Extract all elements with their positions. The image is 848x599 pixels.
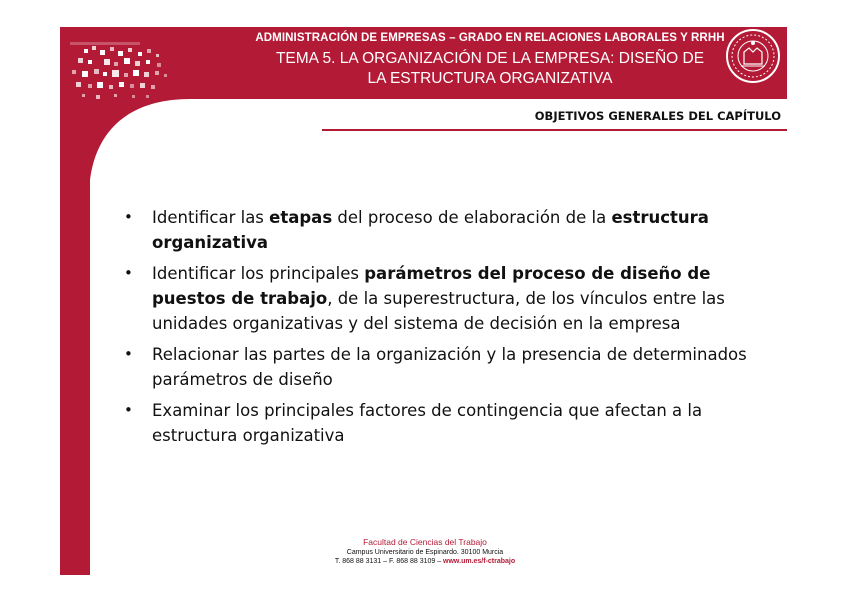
- objective-text: , de la superestructura, de los vínculos entre las unidades organizativas y del sistema de decisión en la empresa: [152, 289, 725, 333]
- footer-website-link[interactable]: www.um.es/f-ctrabajo: [443, 558, 516, 565]
- objective-item: [124, 398, 764, 448]
- objective-item: [124, 261, 764, 336]
- footer: [270, 537, 580, 566]
- objective-item: [124, 342, 764, 392]
- footer-faculty: Facultad de Ciencias del Trabajo: [363, 537, 487, 547]
- section-divider: [322, 129, 787, 131]
- header-program: ADMINISTRACIÓN DE EMPRESAS – GRADO EN RELACIONES LABORALES Y RRHH: [255, 32, 725, 44]
- objective-emphasis: parámetros del proceso de diseño de puestos de trabajo: [152, 264, 711, 308]
- objective-text: del proceso de elaboración de la: [332, 208, 612, 227]
- objective-text: Relacionar las partes de la organización y la presencia de determinados parámetros de diseño: [152, 345, 747, 389]
- section-title: OBJETIVOS GENERALES DEL CAPÍTULO: [534, 109, 781, 123]
- objective-text: Identificar las: [152, 208, 270, 227]
- objectives-list: [124, 205, 764, 454]
- objective-text: Examinar los principales factores de contingencia que afectan a la estructura organizativa: [152, 401, 703, 445]
- footer-contact: [270, 557, 580, 566]
- objective-item: [124, 205, 764, 255]
- header-title-line-1: TEMA 5. LA ORGANIZACIÓN DE LA EMPRESA: DISEÑO DE: [275, 50, 705, 67]
- header-title-line-2: LA ESTRUCTURA ORGANIZATIVA: [367, 70, 613, 87]
- footer-campus-address: Campus Universitario de Espinardo. 30100 Murcia: [346, 549, 504, 556]
- objective-emphasis: etapas: [269, 208, 333, 227]
- footer-phones: T. 868 88 3131 – F. 868 88 3109 –: [334, 558, 444, 565]
- objective-emphasis: estructura organizativa: [152, 208, 709, 252]
- objective-text: Identificar los principales: [152, 264, 365, 283]
